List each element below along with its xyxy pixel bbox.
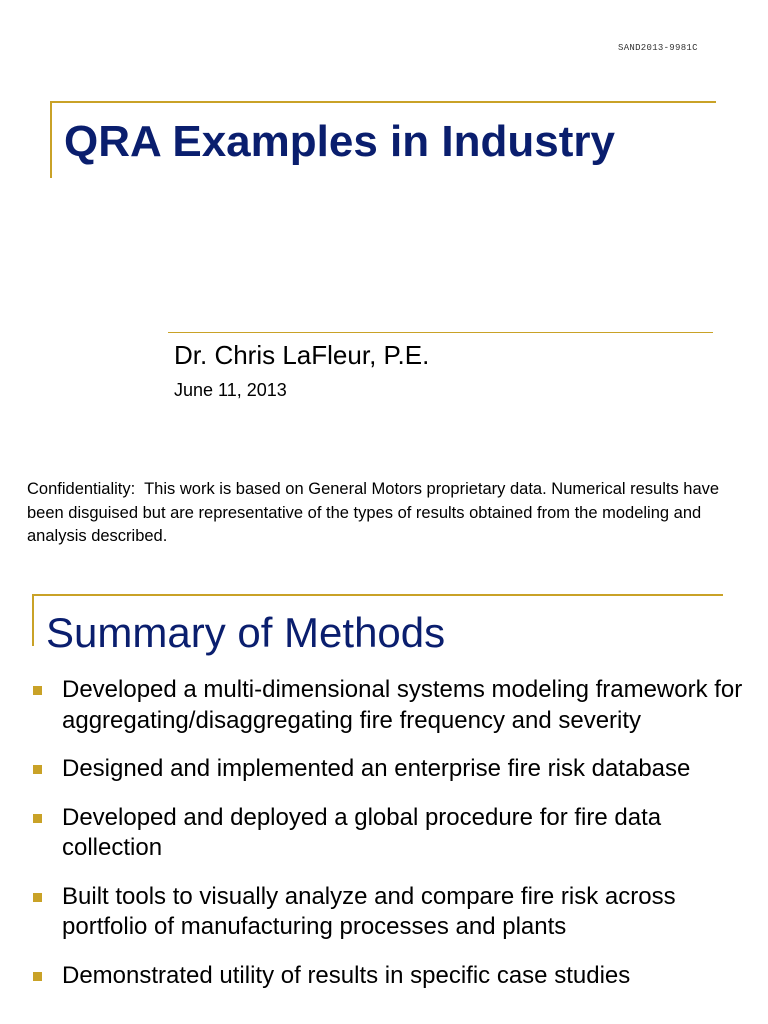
section-rule-left: [32, 594, 34, 646]
title-rule-left: [50, 101, 52, 178]
bullet-text: Developed and deployed a global procedure for fire data collection: [62, 803, 662, 861]
bullet-item: [32, 754, 747, 785]
slide-title: QRA Examples in Industry: [64, 117, 615, 166]
bullet-item: [32, 961, 747, 992]
author-rule: [168, 332, 713, 333]
square-bullet-icon: [33, 765, 42, 774]
section-rule-top: [32, 594, 723, 596]
confidentiality-notice: Confidentiality: This work is based on General Motors proprietary data. Numerical results have been disguised but are representative of the types of results obtained from the modeling and analysis described.: [27, 480, 724, 545]
bullet-text: Built tools to visually analyze and compare fire risk across portfolio of manufacturing processes and plants: [62, 882, 676, 940]
bullet-item: [32, 675, 747, 736]
methods-bullet-list: [32, 675, 747, 1009]
bullet-text: Designed and implemented an enterprise fire risk database: [62, 755, 691, 782]
title-rule-top: [50, 101, 716, 103]
report-id: SAND2013-9981C: [618, 43, 698, 53]
bullet-item: [32, 882, 747, 943]
square-bullet-icon: [33, 814, 42, 823]
square-bullet-icon: [33, 893, 42, 902]
bullet-text: Developed a multi-dimensional systems modeling framework for aggregating/disaggregating fire frequency and severity: [62, 676, 743, 734]
bullet-item: [32, 803, 747, 864]
square-bullet-icon: [33, 686, 42, 695]
bullet-text: Demonstrated utility of results in specific case studies: [62, 961, 631, 989]
section-title: Summary of Methods: [46, 609, 446, 656]
author-name: Dr. Chris LaFleur, P.E.: [174, 340, 430, 370]
presentation-date: June 11, 2013: [174, 380, 287, 400]
square-bullet-icon: [33, 972, 42, 981]
